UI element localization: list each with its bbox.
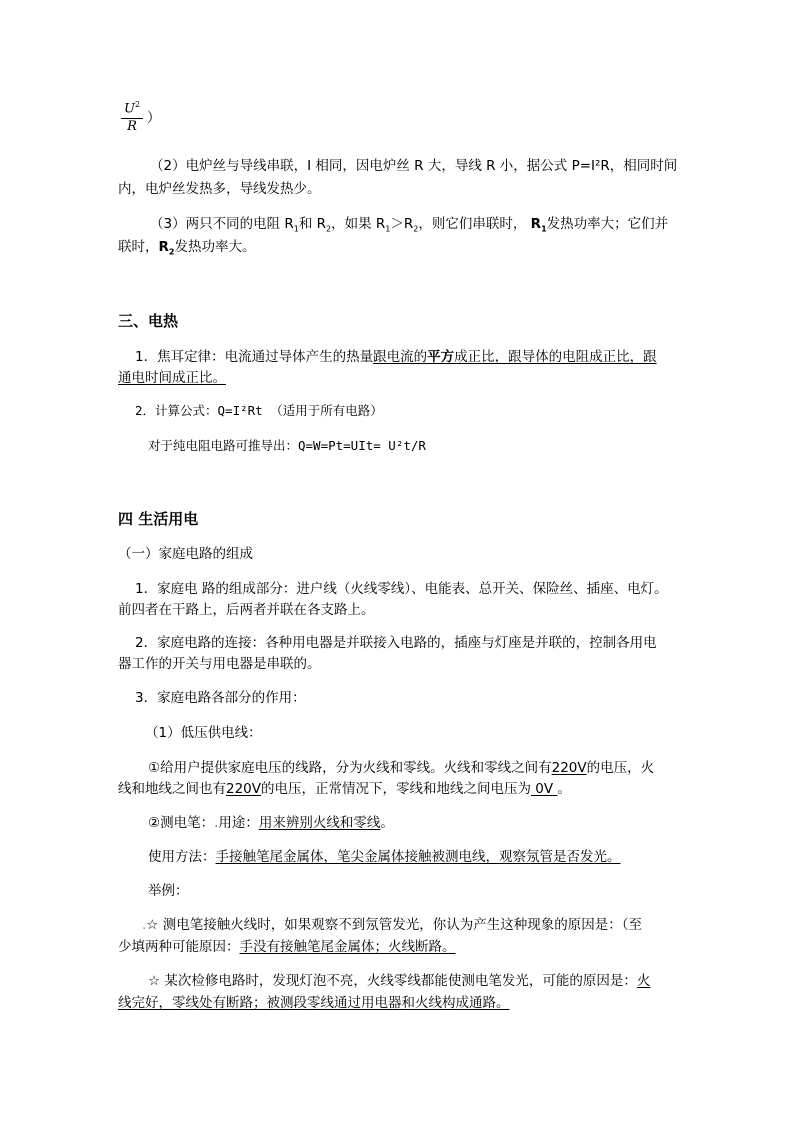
paragraph-3-line1: （3）两只不同的电阻 $R_1$和 $R_2$，如果 $R_1>R_2$，则它们串联时， $R_1$发热功率大；它们并	[150, 216, 669, 234]
fraction-close-paren: ）	[147, 110, 161, 126]
fraction-numerator: $U^2$	[121, 97, 143, 119]
example-1-line1: .☆ 测电笔接触火线时，如果观察不到氖管发光，你认为产生这种现象的原因是：（至	[142, 917, 642, 933]
formula-line: 2．计算公式：Q=I²Rt （适用于所有电路）	[135, 403, 383, 418]
circuit-line2: 线和地线之间也有220V的电压，正常情况下，零线和地线之间电压为 0V 。	[118, 781, 571, 797]
test-pen-line: ②测电笔：.用途：用来辨别火线和零线。	[148, 815, 394, 831]
fraction-denominator: R	[127, 119, 137, 135]
paragraph-3-line2: 联时，$R_2$发热功率大。	[118, 239, 256, 257]
item-2-line2: 器工作的开关与用电器是串联的。	[118, 656, 321, 672]
item-1-line1: 1．家庭电 路的组成部分：进户线（火线零线）、电能表、总开关、保险丝、插座、电灯。	[135, 581, 668, 597]
section-3-heading: 三、电热	[118, 312, 179, 330]
formula-derived-line: 对于纯电阻电路可推导出：Q=W=Pt=UIt= U²t/R	[148, 438, 426, 453]
subsection-heading: （一）家庭电路的组成	[118, 546, 253, 562]
joule-law-line1: 1．焦耳定律：电流通过导体产生的热量跟电流的平方成正比，跟导体的电阻成正比，跟	[135, 349, 657, 365]
example-1-line2: 少填两种可能原因：手没有接触笔尾金属体；火线断路。	[118, 939, 456, 955]
circuit-line1: ①给用户提供家庭电压的线路，分为火线和零线。火线和零线之间有220V的电压，火	[148, 760, 655, 776]
item-3-1: （1）低压供电线：	[145, 725, 262, 741]
example-label: 举例：	[148, 883, 189, 899]
joule-law-line2: 通电时间成正比。	[118, 370, 226, 386]
item-3: 3．家庭电路各部分的作用：	[135, 690, 306, 706]
paragraph-2-line2: 内，电炉丝发热多，导线发热少。	[118, 181, 321, 197]
example-2-line2: 线完好，零线处有断路；被测段零线通过用电器和火线构成通路。	[118, 995, 510, 1011]
example-2-line1: ☆ 某次检修电路时，发现灯泡不亮，火线零线都能使测电笔发光，可能的原因是：火	[148, 973, 651, 989]
paragraph-2-line1: （2）电炉丝与导线串联，I 相同，因电炉丝 R 大，导线 R 小，据公式 P=I²R，相同时间	[150, 158, 678, 174]
formula-fraction	[121, 97, 143, 135]
item-2-line1: 2．家庭电路的连接：各种用电器是并联接入电路的，插座与灯座是并联的，控制各用电	[135, 635, 657, 651]
item-1-line2: 前四者在干路上，后两者并联在各支路上。	[118, 602, 375, 618]
usage-line: 使用方法：手接触笔尾金属体，笔尖金属体接触被测电线，观察氖管是否发光。	[148, 849, 621, 865]
section-4-heading: 四 生活用电	[118, 510, 199, 528]
